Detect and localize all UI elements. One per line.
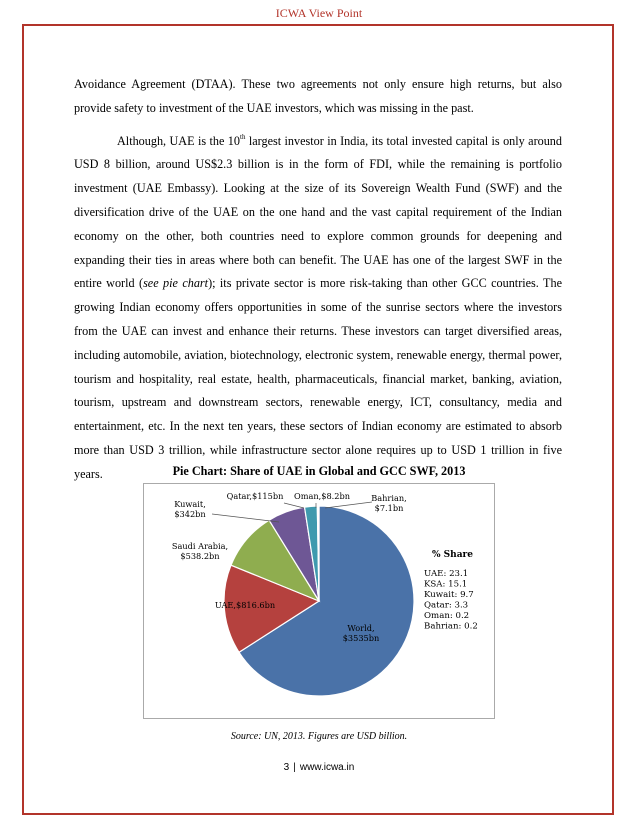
data-label-bahrian: Bahrian, $7.1bn <box>371 493 407 513</box>
leader-line-qatar <box>284 503 304 508</box>
chart-title: Pie Chart: Share of UAE in Global and GCC SWF, 2013 <box>172 464 466 478</box>
body-text <box>74 73 562 487</box>
share-line-0: UAE: 23.1 <box>424 569 469 579</box>
share-line-5: Bahrian: 0.2 <box>424 621 478 632</box>
leader-line-bahrian <box>325 502 372 508</box>
share-line-3: Qatar: 3.3 <box>424 600 469 611</box>
paragraph-1: Avoidance Agreement (DTAA). These two agreements not only ensure high returns, but also provide safety to investment of the UAE investors, which was missing in the past. <box>74 77 562 115</box>
see-pie-chart-reference: see pie chart <box>143 276 209 291</box>
pie-chart <box>143 483 495 719</box>
page-footer <box>0 762 638 773</box>
footer-separator: | <box>293 762 296 773</box>
running-header: ICWA View Point <box>275 6 363 20</box>
pie-slice-bahrian <box>318 506 319 601</box>
data-label-world: World, $3535bn <box>342 623 380 643</box>
data-label-kuwait: Kuwait, $342bn <box>174 499 206 519</box>
paragraph-2 <box>74 130 562 487</box>
paragraph-2-part-b: largest investor in India, its total invested capital is only around USD 8 billion, around US$2.3 billion is in the form of FDI, while the remaining is portfolio investment (UAE Embassy). Looking at the size of its Sovereign Wealth Fund (SWF) and the diversification drive of the UAE on the one hand and the vast capital requirement of the Indian economy on the other, both countries need to explore common grounds for deepening and expanding their ties in areas where both can benefit. The UAE has one of the largest SWF in the entire world ( <box>74 133 562 291</box>
page-number: 3 <box>283 762 290 773</box>
paragraph-2-part-a: Although, UAE is the 10 <box>117 133 240 148</box>
share-line-4: Oman: 0.2 <box>424 611 470 621</box>
pie-chart-svg <box>144 484 494 718</box>
share-line-2: Kuwait: 9.7 <box>424 590 474 600</box>
data-label-qatar: Qatar,$115bn <box>226 491 284 501</box>
data-label-uae: UAE,$816.6bn <box>214 600 276 610</box>
data-label-saudi-arabia: Saudi Arabia, $538.2bn <box>171 541 229 561</box>
share-line-1: KSA: 15.1 <box>424 579 468 590</box>
superscript-th: th <box>240 132 246 141</box>
source-note: Source: UN, 2013. Figures are USD billion. <box>230 731 408 742</box>
leader-line-kuwait <box>212 514 279 522</box>
share-box-title: % Share <box>432 550 474 560</box>
website-link[interactable]: www.icwa.in <box>299 762 355 773</box>
paragraph-2-part-c: ); its private sector is more risk-taking than other GCC countries. The growing Indian economy offers opportunities in some of the sunrise sectors where the investors from the UAE can invest and enhance their returns. These investors can target diversified areas, including automobile, aviation, biotechnology, electronic system, renewable energy, thermal power, tourism and hospitality, real estate, health, pharmaceuticals, financial market, banking, aviation, tourism, upstream and downstream sectors, renewable energy, ICT, consultancy, media and entertainment, etc. In the next ten years, these sectors of Indian economy are estimated to absorb more than USD 3 trillion, while infrastructure sector alone requires up to USD 1 trillion in five years. <box>74 276 562 481</box>
data-label-oman: Oman,$8.2bn <box>294 491 350 501</box>
